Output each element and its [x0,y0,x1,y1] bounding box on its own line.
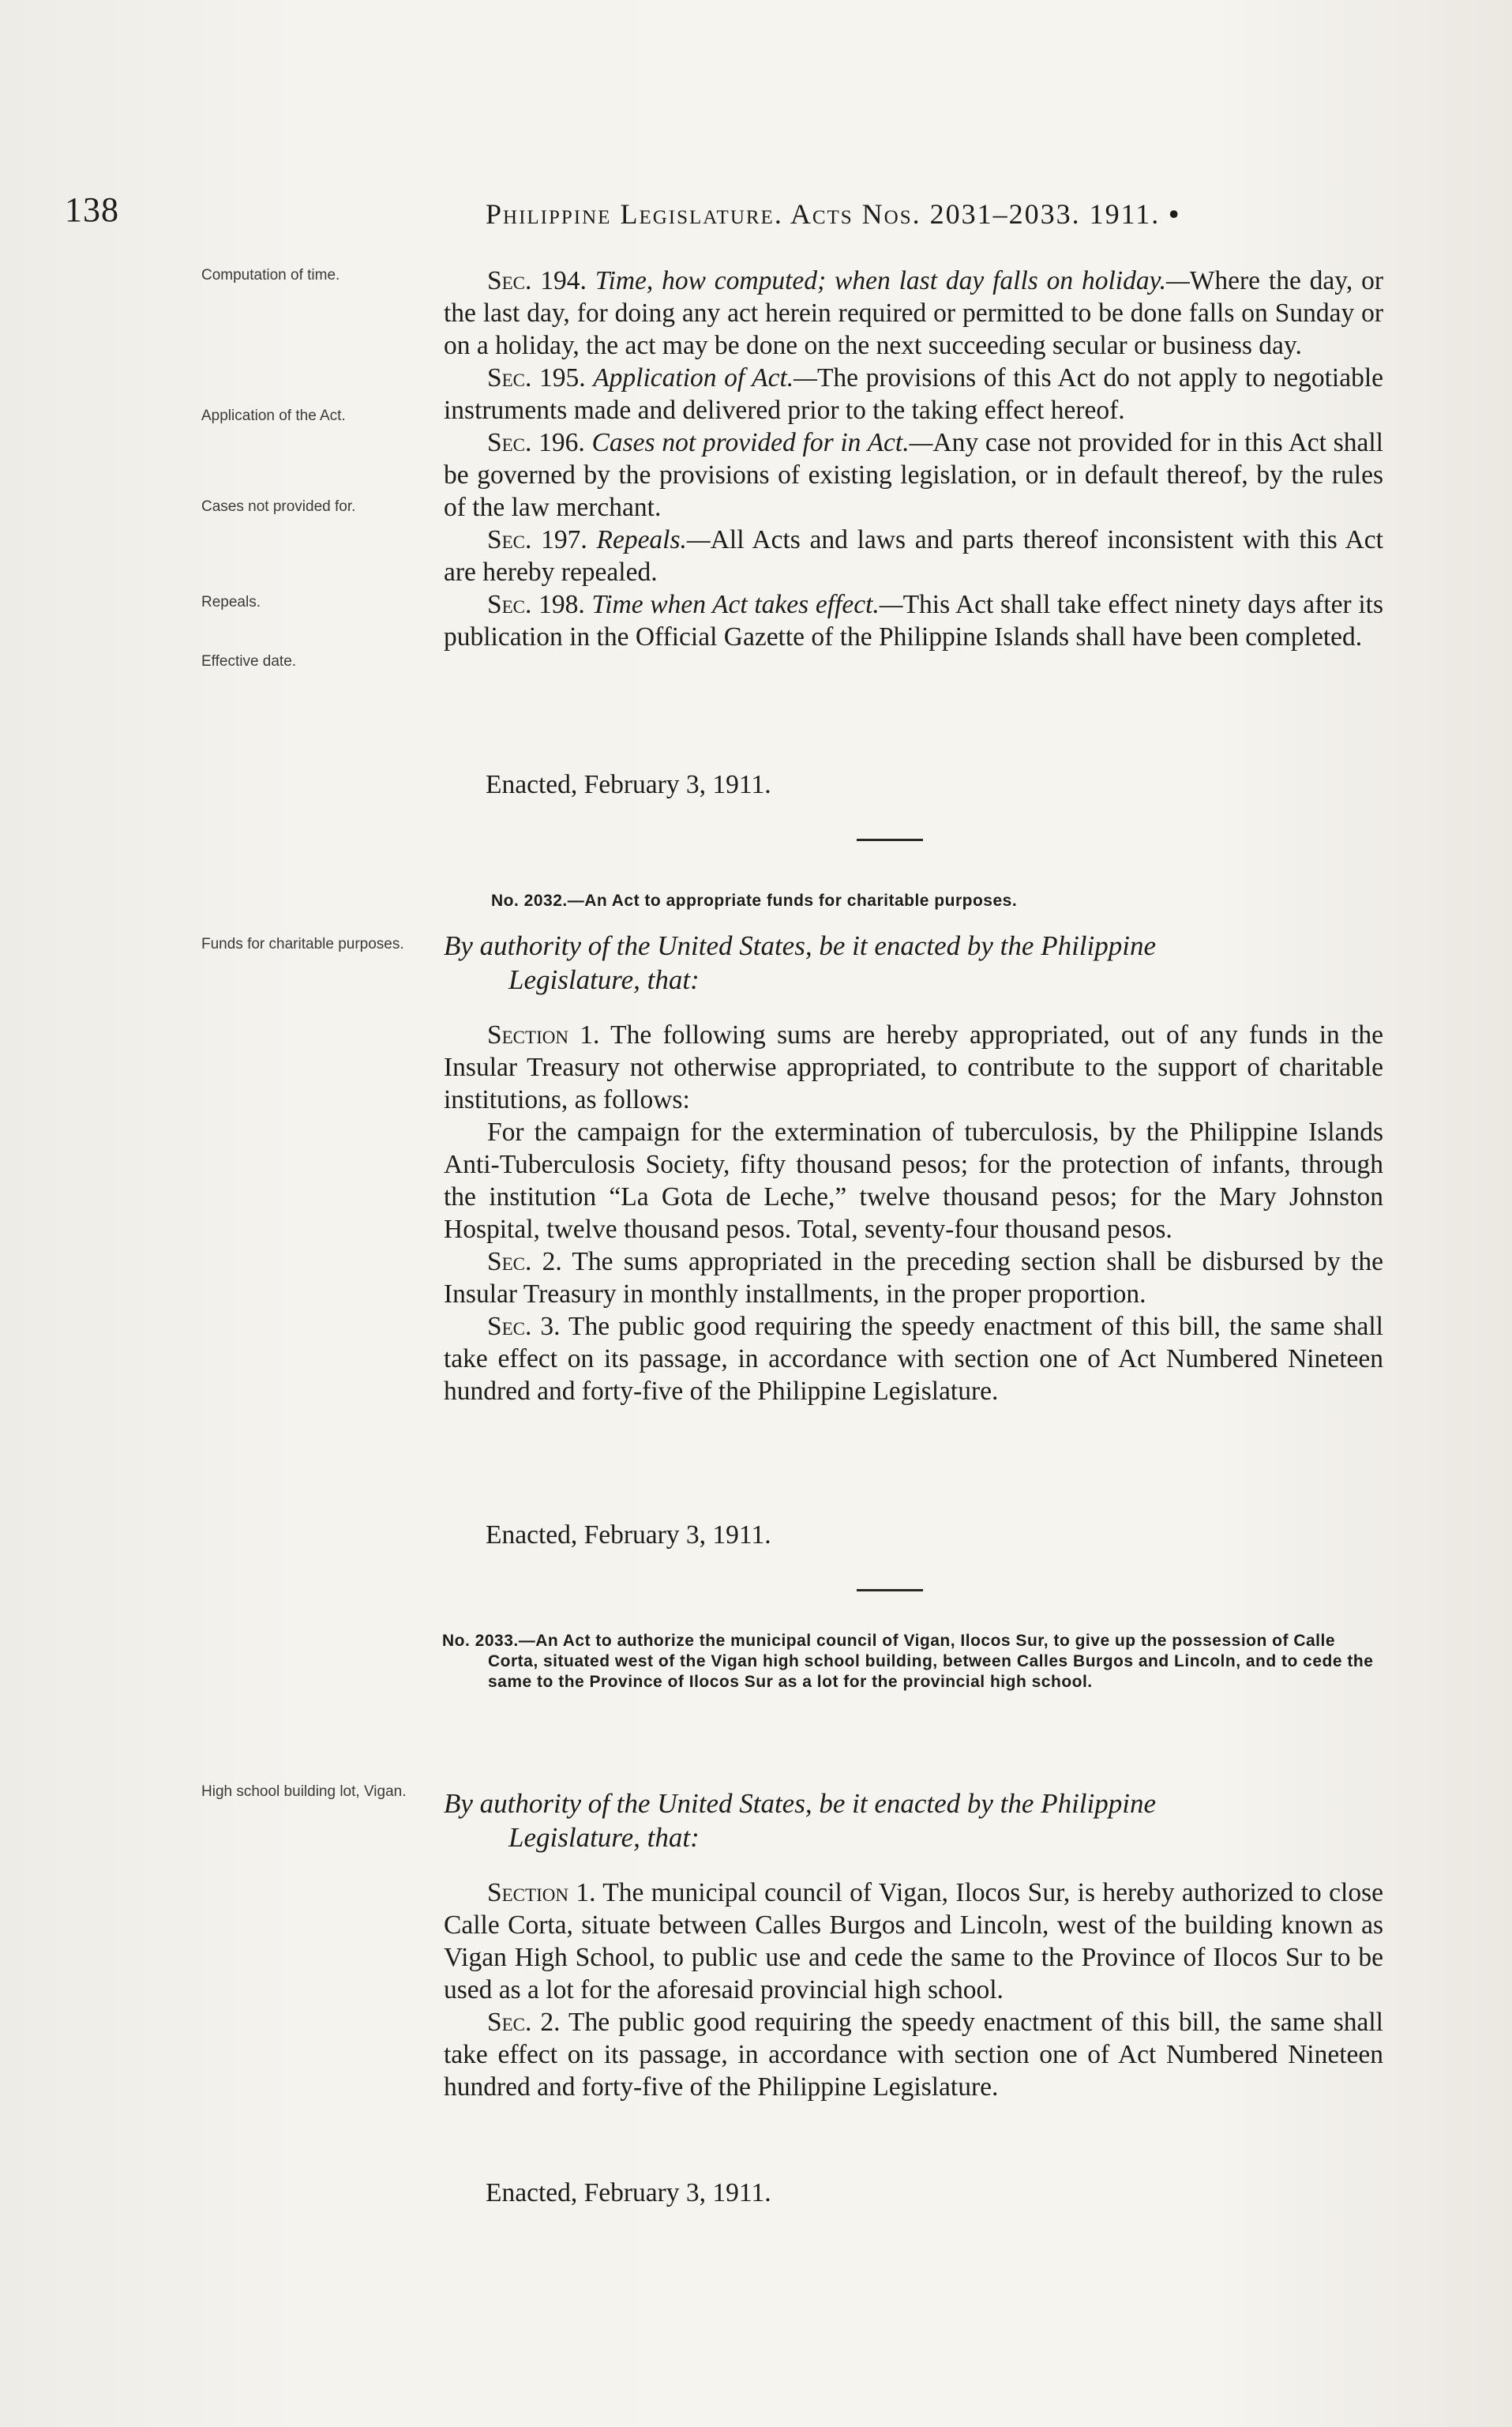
sec-194-body: Where the day, or the last day, for doing any act herein required or permitted to be done falls on Sunday or on a holiday, the act may be done on the next succeeding secular or business day. [444,266,1383,360]
margin-note-funds: Funds for charitable purposes. [201,936,404,952]
sec-196 [444,426,1383,524]
sec-198-body: This Act shall take effect ninety days after its publication in the Official Gazette of the Philippine Islands shall have been completed. [444,590,1383,652]
act-2032-enacted: Enacted, February 3, 1911. [486,1520,771,1550]
act-2032-sections [444,1019,1383,1407]
act-2031-sections [444,265,1383,653]
sec-198 [444,588,1383,653]
act-2032-sec-2 [444,1245,1383,1310]
act-2033-sec-1-body: The municipal council of Vigan, Ilocos Sur, is hereby authorized to close Calle Corta, situate between Calles Burgos and Lincoln, west of the building known as Vigan High School, to public use and cede the same to the Province of Ilocos Sur to be used as a lot for the aforesaid provincial high school. [444,1878,1383,2004]
act-2032-enacting-line1: By authority of the United States, be it enacted by the Philippine [444,930,1157,961]
act-2032-sec-1-body: The following sums are hereby appropriated, out of any funds in the Insular Treasury not otherwise appropriated, to contribute to the support of charitable institutions, as follows: [444,1020,1383,1114]
sec-197-label: Sec. 197. [487,525,587,554]
act-2033-enacted: Enacted, February 3, 1911. [486,2178,771,2207]
margin-note-effective-date: Effective date. [201,653,297,670]
act-2032-sec-3 [444,1310,1383,1407]
sec-198-title: Time when Act takes effect.— [591,590,903,619]
margin-note-high-school: High school building lot, Vigan. [201,1783,407,1800]
act-2033-heading-text: No. 2033.—An Act to authorize the municipal council of Vigan, Ilocos Sur, to give up the possession of Calle Corta, situated west of the Vigan high school building, between Calles Burgos and Lincoln, and to cede the same to the Province of Ilocos Sur as a lot for the provincial high school. [442,1632,1374,1691]
running-head-text: Philippine Legislature. Acts Nos. 2031–2033. 1911. [486,198,1161,230]
sec-197-title: Repeals.— [596,525,711,554]
sec-196-body: Any case not provided for in this Act shall be governed by the provisions of existing legislation, or in default thereof, by the rules of the law merchant. [444,428,1383,522]
margin-note-repeals: Repeals. [201,594,261,611]
page-number: 138 [65,190,119,229]
act-2032-enacting-clause [444,929,1383,997]
act-2033-heading [442,1631,1382,1693]
sec-197-body: All Acts and laws and parts thereof inconsistent with this Act are hereby repealed. [444,525,1383,587]
sec-196-title: Cases not provided for in Act.— [591,428,933,457]
act-2032-sec-3-label: Sec. 3. [487,1312,561,1341]
sec-197 [444,524,1383,588]
section-divider [857,839,923,841]
sec-198-label: Sec. 198. [487,590,585,619]
act-2032-sec-1-list: For the campaign for the extermination of tuberculosis, by the Philippine Islands Anti-Tuberculosis Society, fifty thousand pesos; for the protection of infants, through the institution “La Gota de Leche,” twelve thousand pesos; for the Mary Johnston Hospital, twelve thousand pesos. Total, seventy-four thousand pesos. [444,1118,1383,1244]
act-2033-sec-1 [444,1877,1383,2006]
act-2031-enacted: Enacted, February 3, 1911. [486,770,771,799]
margin-note-application: Application of the Act. [201,408,346,424]
act-2033-sec-1-label: Section 1. [487,1878,596,1907]
sec-195 [444,362,1383,426]
act-2033-sec-2 [444,2006,1383,2103]
act-2032-heading: No. 2032.—An Act to appropriate funds for charitable purposes. [491,892,1018,910]
margin-note-computation: Computation of time. [201,267,340,284]
sec-195-body: The provisions of this Act do not apply to negotiable instruments made and delivered prior to the taking effect hereof. [444,363,1383,425]
running-head [486,197,1386,231]
act-2033-enacting-line1: By authority of the United States, be it enacted by the Philippine [444,1788,1157,1819]
sec-194-label: Sec. 194. [487,266,587,295]
margin-note-cases: Cases not provided for. [201,498,356,515]
act-2032-sec-1-label: Section 1. [487,1020,600,1050]
act-2033-sec-2-label: Sec. 2. [487,2008,561,2037]
sec-195-title: Application of Act.— [593,363,817,393]
act-2032-enacting-line2: Legislature, that: [508,964,700,995]
act-2032-sec-2-body: The sums appropriated in the preceding section shall be disbursed by the Insular Treasury in monthly installments, in the proper proportion. [444,1247,1383,1309]
act-2033-enacting-line2: Legislature, that: [508,1822,700,1853]
sec-194 [444,265,1383,362]
sec-194-title: Time, how computed; when last day falls on holiday.— [595,266,1190,295]
act-2032-sec-1 [444,1019,1383,1116]
sec-195-label: Sec. 195. [487,363,586,393]
running-head-mark: • [1169,198,1180,230]
section-divider [857,1589,923,1591]
sec-196-label: Sec. 196. [487,428,585,457]
act-2032-sec-2-label: Sec. 2. [487,1247,562,1276]
act-2032-sec-3-body: The public good requiring the speedy enactment of this bill, the same shall take effect on its passage, in accordance with section one of Act Numbered Nineteen hundred and forty-five of the Philippine Legislature. [444,1312,1383,1406]
act-2033-enacting-clause [444,1786,1383,1854]
act-2033-sections [444,1877,1383,2103]
act-2033-sec-2-body: The public good requiring the speedy enactment of this bill, the same shall take effect on its passage, in accordance with section one of Act Numbered Nineteen hundred and forty-five of the Philippine Legislature. [444,2008,1383,2102]
